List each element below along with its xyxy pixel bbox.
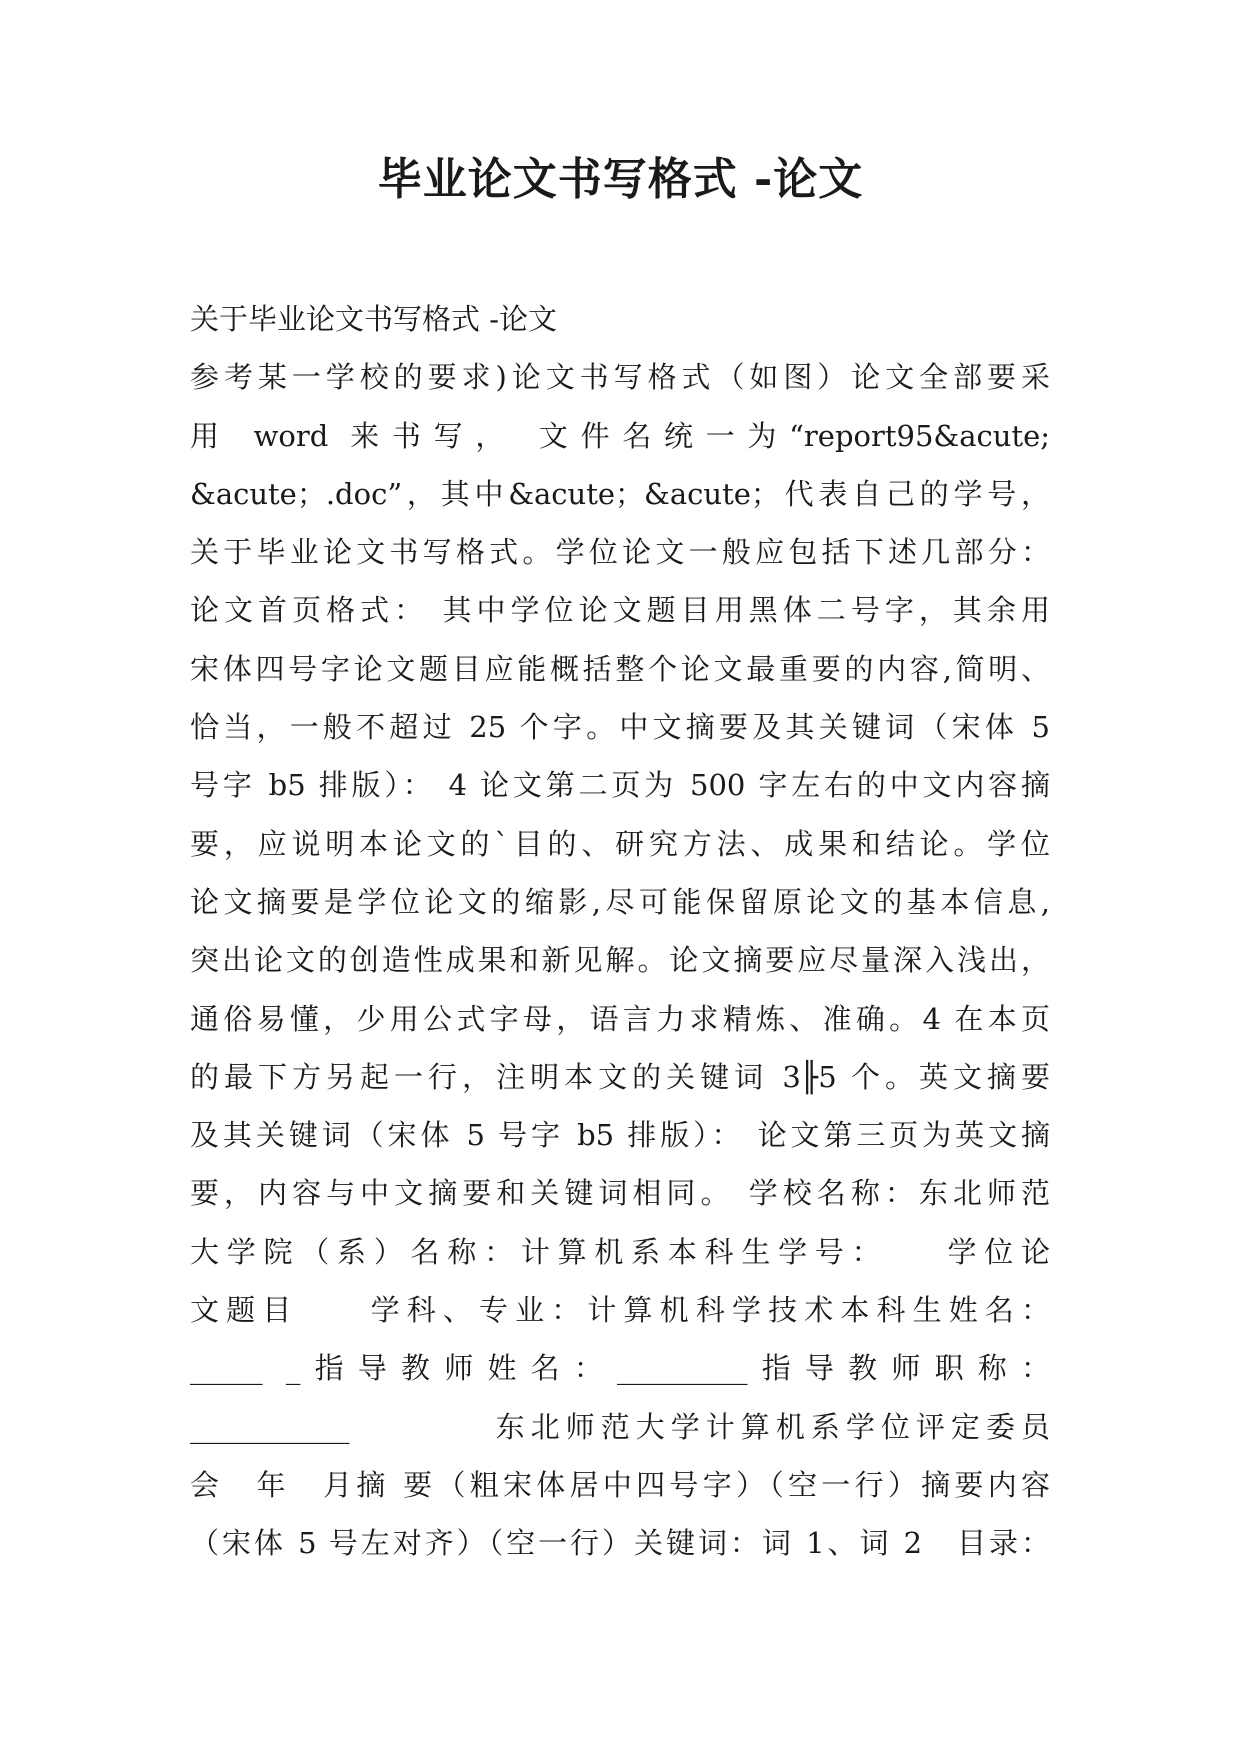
body-line: 会 年 月摘 要（粗宋体居中四号字）（空一行）摘要内容 <box>190 1467 1050 1502</box>
body-line: 的最下方另起一行，注明本文的关键词 3╟5 个。英文摘要 <box>190 1059 1050 1094</box>
body-line: 号字 b5 排版）： 4 论文第二页为 500 字左右的中文内容摘 <box>190 768 1050 803</box>
body-line: 参考某一学校的要求)论文书写格式（如图）论文全部要采 <box>190 360 1050 395</box>
body-line: 及其关键词（宋体 5 号字 b5 排版）： 论文第三页为英文摘 <box>190 1118 1050 1153</box>
body-line: 论文摘要是学位论文的缩影,尽可能保留原论文的基本信息, <box>190 884 1050 919</box>
body-line: _____ _指导教师姓名：_________指导教师职称： <box>190 1351 1050 1386</box>
body-line: ___________ 东北师范大学计算机系学位评定委员 <box>190 1409 1050 1444</box>
body-line: 通俗易懂，少用公式字母，语言力求精炼、准确。4 在本页 <box>190 1001 1050 1036</box>
body-line: 宋体四号字论文题目应能概括整个论文最重要的内容,简明、 <box>190 651 1050 686</box>
body-line: 关于毕业论文书写格式 -论文 <box>190 302 558 336</box>
body-line: 突出论文的创造性成果和新见解。论文摘要应尽量深入浅出， <box>190 943 1050 978</box>
body-line: 要，应说明本论文的`目的、研究方法、成果和结论。学位 <box>190 826 1050 861</box>
body-line: 用 word 来书写， 文件名统一为“report95&acute; <box>190 418 1050 453</box>
body-line: 大学院（系）名称：计算机系本科生学号： 学位论 <box>190 1234 1050 1269</box>
body-line: 要，内容与中文摘要和关键词相同。 学校名称：东北师范 <box>190 1176 1050 1211</box>
body-line: 恰当，一般不超过 25 个字。中文摘要及其关键词（宋体 5 <box>190 710 1050 745</box>
document-body <box>190 290 1050 1573</box>
document-title: 毕业论文书写格式 -论文 <box>377 154 864 205</box>
body-line: 论文首页格式： 其中学位论文题目用黑体二号字，其余用 <box>190 593 1050 628</box>
body-line: 关于毕业论文书写格式。学位论文一般应包括下述几部分： <box>190 535 1050 570</box>
body-line: （宋体 5 号左对齐）（空一行）关键词：词 1、词 2 目录： <box>190 1526 1050 1561</box>
body-line: 文题目 学科、专业：计算机科学技术本科生姓名： <box>190 1293 1050 1328</box>
body-line: &acute；.doc”，其中&acute；&acute；代表自己的学号， <box>190 476 1050 511</box>
